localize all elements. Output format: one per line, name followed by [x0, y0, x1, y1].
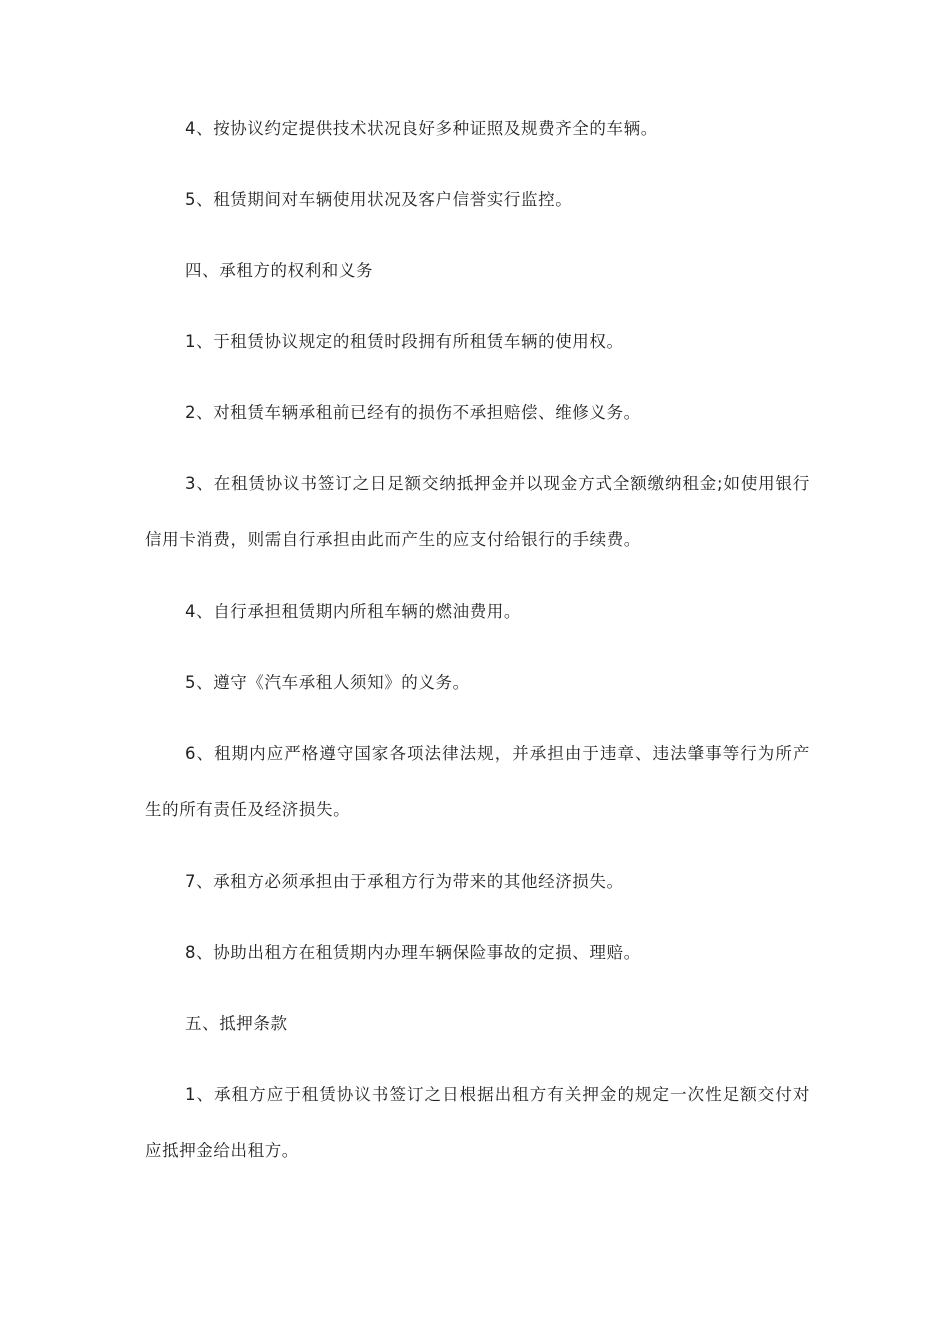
paragraph-deposit-item-1: 1、承租方应于租赁协议书签订之日根据出租方有关押金的规定一次性足额交付对应抵押金给出租方。	[145, 1085, 810, 1160]
paragraph-lessee-item-5: 5、遵守《汽车承租人须知》的义务。	[185, 673, 470, 692]
paragraph-lessee-item-7: 7、承租方必须承担由于承租方行为带来的其他经济损失。	[185, 872, 624, 891]
paragraph-lessor-duty-5: 5、租赁期间对车辆使用状况及客户信誉实行监控。	[185, 190, 573, 209]
section-heading-deposit-terms: 五、抵押条款	[185, 1014, 288, 1033]
paragraph-lessee-item-4: 4、自行承担租赁期内所租车辆的燃油费用。	[185, 602, 521, 621]
paragraph-lessee-item-1: 1、于租赁协议规定的租赁时段拥有所租赁车辆的使用权。	[185, 332, 624, 351]
paragraph-lessee-item-6: 6、租期内应严格遵守国家各项法律法规，并承担由于违章、违法肇事等行为所产生的所有责任及经济损失。	[145, 744, 810, 819]
paragraph-lessor-duty-4: 4、按协议约定提供技术状况良好多种证照及规费齐全的车辆。	[185, 119, 658, 138]
document-body	[145, 111, 810, 1179]
section-heading-lessee-rights: 四、承租方的权利和义务	[185, 261, 374, 280]
paragraph-lessee-item-3: 3、在租赁协议书签订之日足额交纳抵押金并以现金方式全额缴纳租金;如使用银行信用卡消费，则需自行承担由此而产生的应支付给银行的手续费。	[145, 474, 810, 549]
paragraph-lessee-item-2: 2、对租赁车辆承租前已经有的损伤不承担赔偿、维修义务。	[185, 403, 641, 422]
paragraph-lessee-item-8: 8、协助出租方在租赁期内办理车辆保险事故的定损、理赔。	[185, 943, 641, 962]
